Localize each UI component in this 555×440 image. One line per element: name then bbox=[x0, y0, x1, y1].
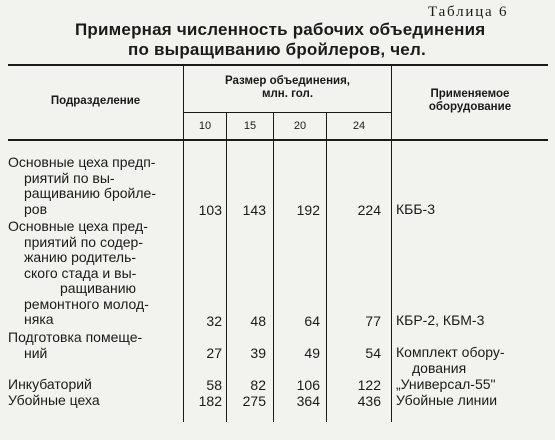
row-2-value-10: 32 bbox=[206, 313, 222, 329]
row-5-division: Убойные цеха bbox=[8, 392, 100, 408]
header-division: Подразделение bbox=[50, 95, 141, 107]
header-size-20: 20 bbox=[293, 120, 307, 132]
row-2-division-line-4: ского стада и вы- bbox=[24, 264, 137, 281]
row-4-value-15: 82 bbox=[250, 377, 266, 393]
row-3-division-line-1: Подготовка помеще- bbox=[8, 329, 143, 345]
row-2-division-line-2: приятий по содер- bbox=[24, 233, 144, 250]
row-2-division-line-3: жанию родитель- bbox=[24, 249, 137, 265]
row-1-value-10: 103 bbox=[198, 202, 222, 218]
column-divider-3 bbox=[273, 112, 274, 422]
table-title-line-1: Примерная численность рабочих объединения bbox=[75, 20, 486, 39]
row-1-division-line-4: ров bbox=[24, 200, 48, 217]
row-3-value-24: 54 bbox=[365, 345, 381, 361]
header-size-24: 24 bbox=[352, 120, 366, 132]
row-5-equipment: Убойные линии bbox=[396, 392, 498, 408]
row-1-value-24: 224 bbox=[357, 202, 381, 218]
table-caption: Таблица 6 bbox=[428, 4, 509, 20]
table-top-rule bbox=[8, 64, 548, 66]
row-5-value-24: 436 bbox=[357, 393, 381, 409]
row-1-division bbox=[8, 155, 156, 217]
header-size bbox=[184, 75, 391, 101]
row-2-value-24: 77 bbox=[365, 313, 381, 329]
header-size-line-2: млн. гол. bbox=[261, 88, 314, 100]
row-4-equipment: „Универсал-55" bbox=[396, 376, 496, 392]
header-equipment-line-2: оборудование bbox=[428, 101, 512, 113]
row-3-division bbox=[8, 330, 142, 361]
row-3-value-10: 27 bbox=[206, 345, 222, 361]
row-5-value-10: 182 bbox=[198, 393, 222, 409]
row-3-value-20: 49 bbox=[304, 345, 320, 361]
header-equipment bbox=[392, 88, 548, 114]
row-4-value-24: 122 bbox=[357, 377, 381, 393]
column-divider-2 bbox=[226, 112, 227, 422]
row-1-value-20: 192 bbox=[296, 202, 320, 218]
size-subheader-rule bbox=[184, 112, 392, 113]
row-2-division-line-7: няка bbox=[24, 311, 54, 327]
row-1-equipment: КББ-3 bbox=[396, 201, 435, 217]
row-4-value-20: 106 bbox=[296, 377, 320, 393]
row-3-equipment-line-1: Комплект обору- bbox=[396, 344, 505, 360]
row-3-value-15: 39 bbox=[250, 345, 266, 361]
row-4-division: Инкубаторий bbox=[8, 376, 92, 392]
row-1-value-15: 143 bbox=[242, 202, 266, 218]
row-2-division-line-5: ращиванию bbox=[60, 280, 137, 296]
row-1-division-line-1: Основные цеха предп- bbox=[8, 154, 156, 170]
row-5-value-15: 275 bbox=[242, 393, 266, 409]
column-divider-1 bbox=[183, 64, 184, 422]
row-2-value-15: 48 bbox=[250, 313, 266, 329]
row-1-division-line-3: ращиванию бройле- bbox=[24, 185, 156, 201]
row-3-equipment bbox=[396, 345, 505, 376]
row-3-division-line-2: ний bbox=[24, 344, 48, 361]
column-divider-4 bbox=[326, 112, 327, 422]
row-1-division-line-2: риятий по вы- bbox=[24, 169, 115, 186]
row-5-value-20: 364 bbox=[296, 393, 320, 409]
row-4-value-10: 58 bbox=[206, 377, 222, 393]
header-equipment-line-1: Применяемое bbox=[430, 88, 510, 100]
row-2-value-20: 64 bbox=[304, 313, 320, 329]
column-divider-5 bbox=[391, 64, 392, 422]
header-size-15: 15 bbox=[243, 120, 257, 132]
header-size-line-1: Размер объединения, bbox=[225, 75, 350, 87]
row-2-division-line-6: ремонтного молод- bbox=[24, 295, 149, 312]
table-header-rule bbox=[8, 139, 548, 141]
row-2-division-line-1: Основные цеха пред- bbox=[8, 218, 148, 234]
row-3-equipment-line-2: дования bbox=[412, 359, 467, 376]
table-title-line-2: по выращиванию бройлеров, чел. bbox=[128, 40, 426, 59]
row-2-division bbox=[8, 219, 149, 328]
header-size-10: 10 bbox=[198, 120, 212, 132]
row-2-equipment: КБР-2, КБМ-3 bbox=[396, 312, 485, 328]
